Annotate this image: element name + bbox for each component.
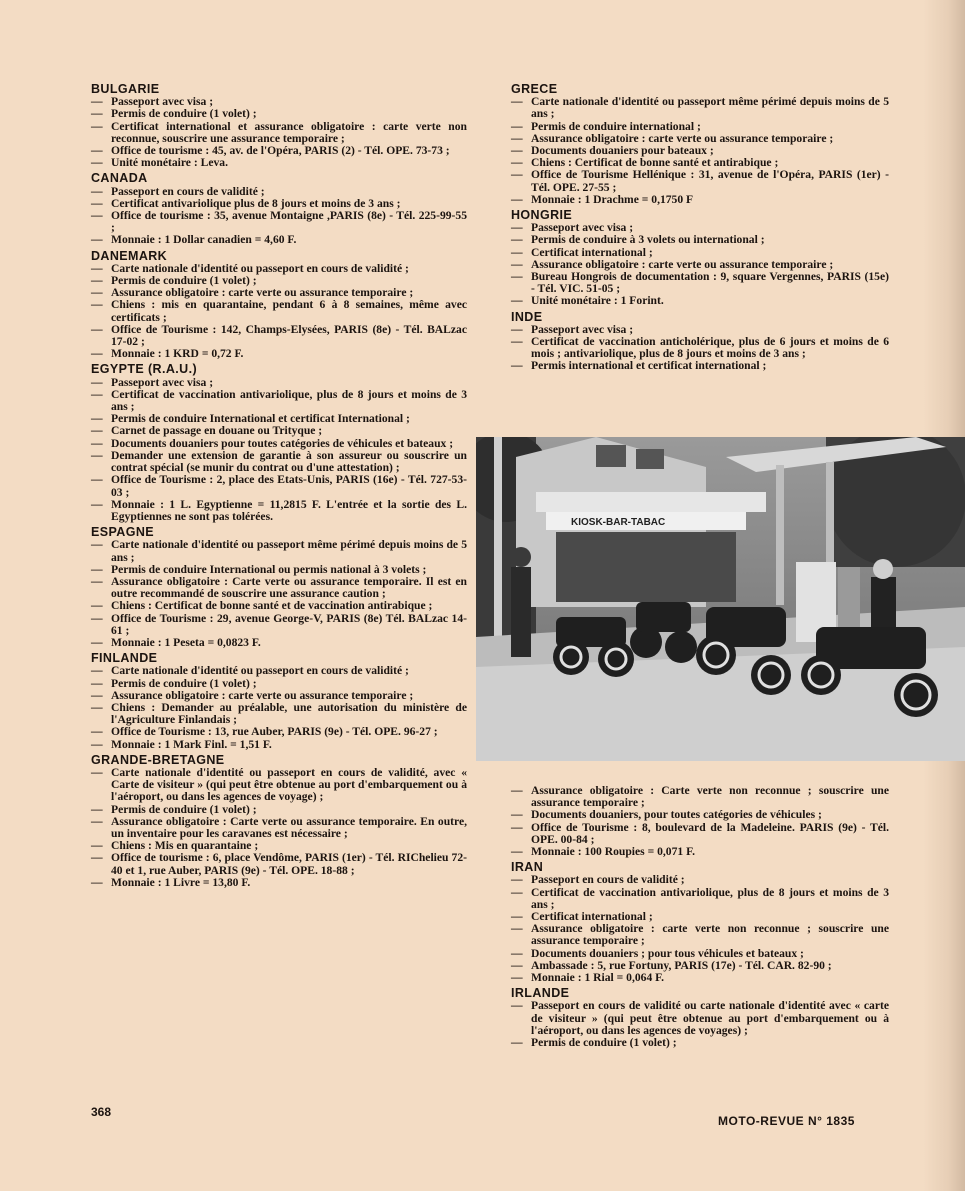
- requirement-item: — Permis de conduire International ou permis national à 3 volets ;: [91, 564, 467, 576]
- requirement-item: — Certificat antivariolique plus de 8 jours et moins de 3 ans ;: [91, 198, 467, 210]
- requirement-item: — Carte nationale d'identité ou passeport en cours de validité ;: [91, 665, 467, 677]
- requirement-item: — Office de Tourisme : 13, rue Auber, PARIS (9e) - Tél. OPE. 96-27 ;: [91, 726, 467, 738]
- right-column-bottom: [511, 785, 889, 1052]
- requirement-item: — Assurance obligatoire : Carte verte non reconnue ; souscrire une assurance temporaire ;: [511, 785, 889, 809]
- country-section-hongrie: [511, 209, 889, 308]
- requirement-item: — Assurance obligatoire : carte verte ou assurance temporaire ;: [511, 259, 889, 271]
- requirement-item: — Monnaie : 1 Peseta = 0,0823 F.: [91, 637, 467, 649]
- country-title: GRECE: [511, 82, 558, 96]
- requirement-list: [511, 222, 889, 307]
- requirement-item: — Documents douaniers ; pour tous véhicules et bateaux ;: [511, 948, 889, 960]
- requirement-item: — Permis de conduire international ;: [511, 121, 889, 133]
- country-section-inde: [511, 311, 889, 373]
- right-column-top: [511, 80, 889, 376]
- requirement-item: — Assurance obligatoire : carte verte ou assurance temporaire ;: [511, 133, 889, 145]
- requirement-item: — Assurance obligatoire : carte verte ou assurance temporaire ;: [91, 690, 467, 702]
- requirement-item: — Chiens : Mis en quarantaine ;: [91, 840, 467, 852]
- requirement-item: — Permis de conduire International et certificat International ;: [91, 413, 467, 425]
- country-title: BULGARIE: [91, 82, 160, 96]
- requirement-item: — Permis de conduire (1 volet) ;: [91, 804, 467, 816]
- requirement-item: — Passeport en cours de validité ou carte nationale d'identité avec « carte de visiteur » (qui peut être obtenue au port d'embarquement ou à l'aéroport, ou dans les agences de voyages) ;: [511, 1000, 889, 1037]
- country-section-irlande: [511, 987, 889, 1049]
- requirement-item: — Office de Tourisme : 142, Champs-Elysées, PARIS (8e) - Tél. BALzac 17-02 ;: [91, 324, 467, 348]
- requirement-item: — Office de tourisme : 6, place Vendôme, PARIS (1er) - Tél. RIChelieu 72-40 et 1, rue Auber, PARIS (9e) - Tél. OPE. 18-88 ;: [91, 852, 467, 876]
- requirement-item: — Ambassade : 5, rue Fortuny, PARIS (17e) - Tél. CAR. 82-90 ;: [511, 960, 889, 972]
- requirement-item: — Chiens : mis en quarantaine, pendant 6 à 8 semaines, même avec certificats ;: [91, 299, 467, 323]
- magazine-issue: MOTO-REVUE N° 1835: [718, 1114, 855, 1128]
- requirement-item: — Office de tourisme : 35, avenue Montaigne ,PARIS (8e) - Tél. 225-99-55 ;: [91, 210, 467, 234]
- requirement-item: — Passeport avec visa ;: [91, 96, 467, 108]
- photo-sign-text: KIOSK-BAR-TABAC: [571, 517, 666, 528]
- requirement-list: [91, 377, 467, 523]
- requirement-list: [91, 186, 467, 247]
- requirement-item: — Permis de conduire à 3 volets ou international ;: [511, 234, 889, 246]
- requirement-item: — Permis international et certificat international ;: [511, 360, 889, 372]
- country-title: INDE: [511, 309, 543, 324]
- requirement-item: — Assurance obligatoire : Carte verte ou assurance temporaire. En outre, un inventaire pour les caravanes est nécessaire ;: [91, 816, 467, 840]
- country-section-egypte-r-a-u: [91, 363, 467, 523]
- requirement-list: [511, 324, 889, 373]
- country-section-grece: [511, 83, 889, 206]
- requirement-item: — Permis de conduire (1 volet) ;: [511, 1037, 889, 1049]
- requirement-item: — Carte nationale d'identité ou passeport même périmé depuis moins de 5 ans ;: [511, 96, 889, 120]
- country-section-finlande: [91, 652, 467, 751]
- requirement-list: [91, 539, 467, 649]
- requirement-item: — Permis de conduire (1 volet) ;: [91, 275, 467, 287]
- country-section-continued: [511, 785, 889, 858]
- requirement-item: — Passeport avec visa ;: [91, 377, 467, 389]
- requirement-item: — Certificat international ;: [511, 911, 889, 923]
- requirement-item: — Office de Tourisme : 2, place des Etats-Unis, PARIS (16e) - Tél. 727-53-03 ;: [91, 474, 467, 498]
- country-section-iran: [511, 861, 889, 984]
- requirement-item: — Monnaie : 1 KRD = 0,72 F.: [91, 348, 467, 360]
- requirement-item: — Monnaie : 1 Drachme = 0,1750 F: [511, 194, 889, 206]
- requirement-item: — Carnet de passage en douane ou Trityque ;: [91, 425, 467, 437]
- requirement-item: — Documents douaniers pour bateaux ;: [511, 145, 889, 157]
- requirement-item: — Certificat de vaccination antivariolique, plus de 8 jours et moins de 3 ans ;: [91, 389, 467, 413]
- requirement-item: — Office de Tourisme Hellénique : 31, avenue de l'Opéra, PARIS (1er) - Tél. OPE. 27-55 ;: [511, 169, 889, 193]
- requirement-list: [91, 767, 467, 889]
- requirement-item: — Office de Tourisme : 8, boulevard de la Madeleine. PARIS (9e) - Tél. OPE. 00-84 ;: [511, 822, 889, 846]
- requirement-item: — Certificat de vaccination antivariolique, plus de 8 jours et moins de 3 ans ;: [511, 887, 889, 911]
- country-section-grande-bretagne: [91, 754, 467, 889]
- requirement-item: — Permis de conduire (1 volet) ;: [91, 678, 467, 690]
- country-title: HONGRIE: [511, 208, 573, 223]
- country-section-canada: [91, 172, 467, 246]
- page-number: 368: [91, 1105, 112, 1119]
- requirement-item: — Monnaie : 1 Rial = 0,064 F.: [511, 972, 889, 984]
- requirement-item: — Unité monétaire : 1 Forint.: [511, 295, 889, 307]
- left-column: [91, 80, 467, 892]
- country-title: ESPAGNE: [91, 525, 154, 540]
- requirement-item: — Certificat de vaccination anticholérique, plus de 6 jours et moins de 6 mois ; antivariolique, plus de 8 jours et moins de 3 ans ;: [511, 336, 889, 360]
- requirement-item: — Chiens : Certificat de bonne santé et de vaccination antirabique ;: [91, 600, 467, 612]
- requirement-list: [91, 665, 467, 750]
- country-title: IRLANDE: [511, 986, 570, 1001]
- requirement-item: — Passeport avec visa ;: [511, 324, 889, 336]
- country-title: CANADA: [91, 171, 148, 186]
- country-title: GRANDE-BRETAGNE: [91, 752, 225, 767]
- requirement-list: [511, 785, 889, 858]
- requirement-list: [91, 263, 467, 361]
- country-title: EGYPTE (R.A.U.): [91, 362, 198, 377]
- requirement-list: [511, 874, 889, 984]
- requirement-item: — Monnaie : 1 L. Egyptienne = 11,2815 F. L'entrée et la sortie des L. Egyptiennes ne sont pas tolérées.: [91, 499, 467, 523]
- requirement-item: — Carte nationale d'identité ou passeport en cours de validité, avec « Carte de visiteur » (qui peut être obtenue au port d'embarquement ou à l'aéroport, ou dans les agences de voyage) ;: [91, 767, 467, 804]
- country-title: IRAN: [511, 860, 544, 875]
- requirement-item: — Certificat international ;: [511, 247, 889, 259]
- country-title: FINLANDE: [91, 651, 158, 666]
- requirement-item: — Monnaie : 1 Dollar canadien = 4,60 F.: [91, 234, 467, 246]
- requirement-list: [511, 1000, 889, 1049]
- requirement-item: — Permis de conduire (1 volet) ;: [91, 108, 467, 120]
- requirement-item: — Chiens : Demander au préalable, une autorisation du ministère de l'Agriculture Finlandais ;: [91, 702, 467, 726]
- requirement-item: — Passeport avec visa ;: [511, 222, 889, 234]
- requirement-item: — Carte nationale d'identité ou passeport en cours de validité ;: [91, 263, 467, 275]
- requirement-item: — Demander une extension de garantie à son assureur ou souscrire un contrat spécial (se munir du contrat ou d'une attestation) ;: [91, 450, 467, 474]
- requirement-item: — Monnaie : 1 Livre = 13,80 F.: [91, 877, 467, 889]
- requirement-item: — Passeport en cours de validité ;: [511, 874, 889, 886]
- country-section-danemark: [91, 250, 467, 361]
- country-section-espagne: [91, 526, 467, 649]
- requirement-item: — Carte nationale d'identité ou passeport même périmé depuis moins de 5 ans ;: [91, 539, 467, 563]
- requirement-item: — Passeport en cours de validité ;: [91, 186, 467, 198]
- requirement-list: [511, 96, 889, 206]
- requirement-item: — Unité monétaire : Leva.: [91, 157, 467, 169]
- requirement-item: — Documents douaniers, pour toutes catégories de véhicules ;: [511, 809, 889, 821]
- requirement-item: — Office de tourisme : 45, av. de l'Opéra, PARIS (2) - Tél. OPE. 73-73 ;: [91, 145, 467, 157]
- requirement-item: — Office de Tourisme : 29, avenue George-V, PARIS (8e) Tél. BALzac 14-61 ;: [91, 613, 467, 637]
- requirement-item: — Monnaie : 100 Roupies = 0,071 F.: [511, 846, 889, 858]
- photo-illustration: [476, 437, 965, 761]
- requirement-item: — Documents douaniers pour toutes catégories de véhicules et bateaux ;: [91, 438, 467, 450]
- requirement-item: — Chiens : Certificat de bonne santé et antirabique ;: [511, 157, 889, 169]
- requirement-item: — Assurance obligatoire : carte verte non reconnue ; souscrire une assurance temporaire ;: [511, 923, 889, 947]
- requirement-item: — Assurance obligatoire : Carte verte ou assurance temporaire. Il est en outre recommandé de souscrire une assurance caution ;: [91, 576, 467, 600]
- requirement-item: — Bureau Hongrois de documentation : 9, square Vergennes, PARIS (15e) - Tél. VIC. 51-05 ;: [511, 271, 889, 295]
- requirement-list: [91, 96, 467, 169]
- requirement-item: — Monnaie : 1 Mark Finl. = 1,51 F.: [91, 739, 467, 751]
- country-section-bulgarie: [91, 83, 467, 169]
- photo-gas-station-motorcycles: [476, 437, 965, 761]
- requirement-item: — Assurance obligatoire : carte verte ou assurance temporaire ;: [91, 287, 467, 299]
- country-title: DANEMARK: [91, 248, 168, 263]
- requirement-item: — Certificat international et assurance obligatoire : carte verte non reconnue, souscrire une assurance temporaire ;: [91, 121, 467, 145]
